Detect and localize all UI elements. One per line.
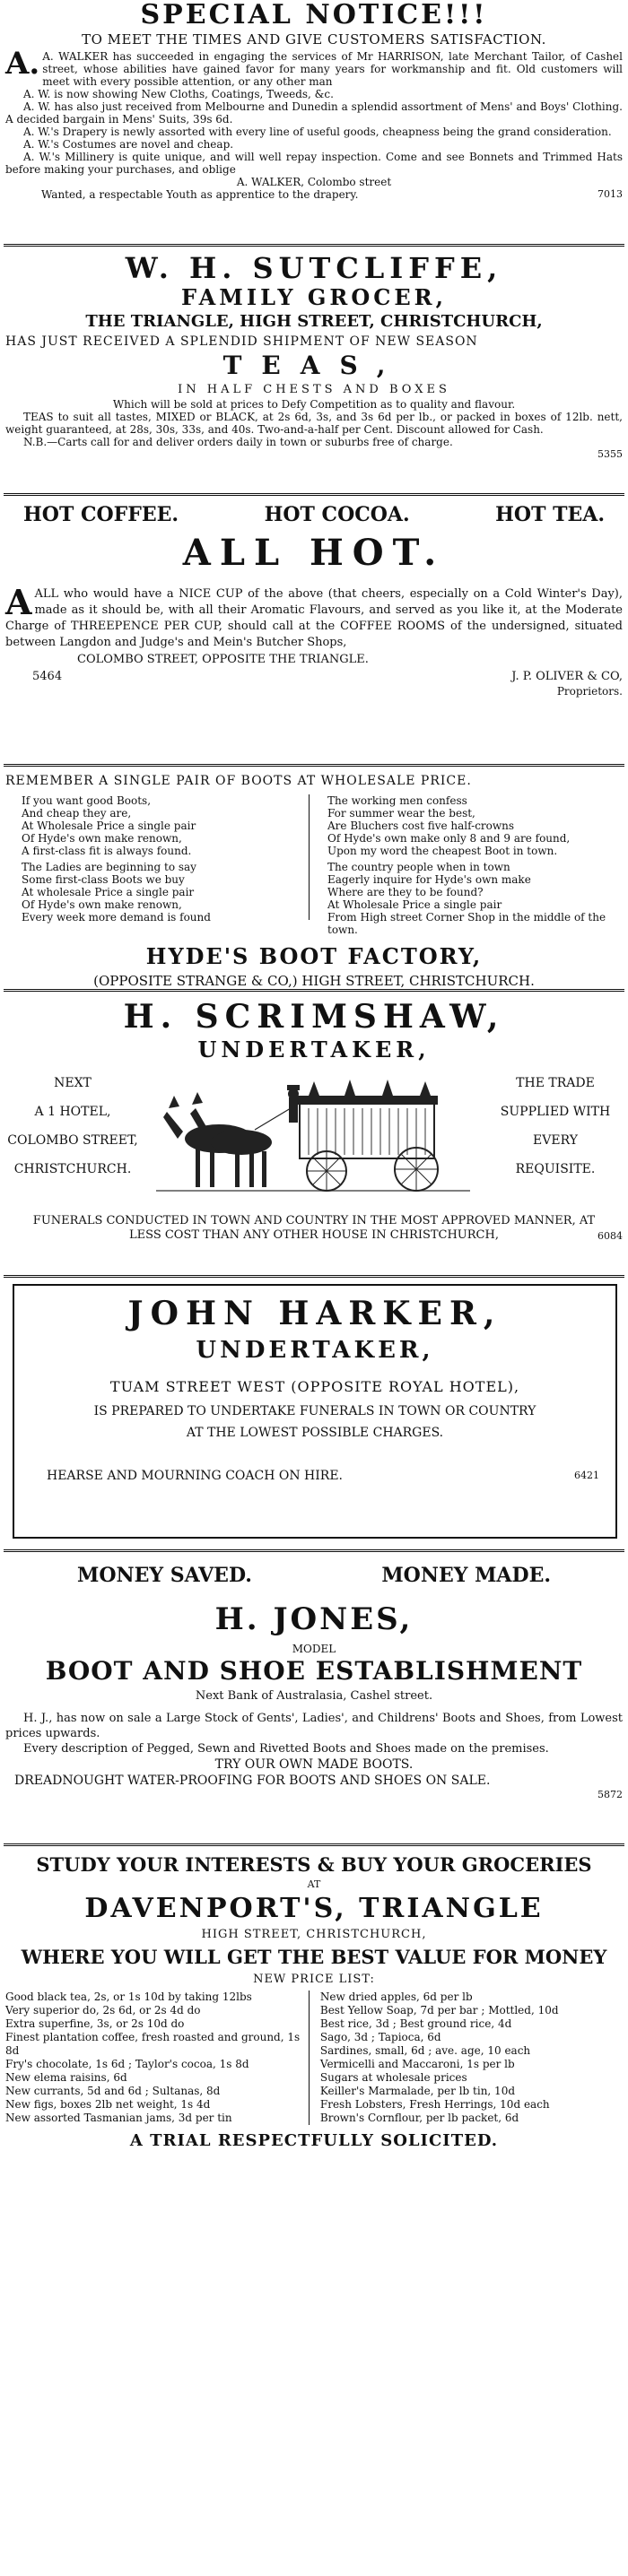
walker-wanted: Wanted, a respectable Youth as apprentice to the drapery. [41, 188, 359, 201]
scrimshaw-left3: COLOMBO STREET, [7, 1133, 138, 1148]
poem-line: The country people when in town [327, 861, 510, 873]
price-list-right [313, 1991, 623, 2125]
poem-line: Are Bluchers cost five half-crowns [327, 820, 515, 832]
walker-line4: A. W.'s Costumes are novel and cheap. [23, 138, 234, 151]
oliver-signature: J. P. OLIVER & CO, [511, 670, 623, 683]
sutcliffe-address: THE TRIANGLE, HIGH STREET, CHRISTCHURCH, [85, 312, 543, 331]
davenport-footer: A TRIAL RESPECTFULLY SOLICITED. [129, 2131, 499, 2150]
poem-line: At wholesale Price a single pair [22, 886, 195, 898]
price-item: New assorted Tasmanian jams, 3d per tin [5, 2112, 232, 2124]
hyde-poem-left [5, 794, 317, 936]
jones-location: Next Bank of Australasia, Cashel street. [195, 1689, 433, 1703]
davenport-list-title: NEW PRICE LIST: [253, 1973, 375, 1986]
hyde-ad [5, 771, 623, 990]
oliver-body: AALL who would have a NICE CUP of the above (that cheers, especially on a Cold Winter's Day), made as it should be, with all their Aromatic Flavours, and served as you like it, at the Moderate Charge of THREEPENCE PER CUP, should call at the COFFEE ROOMS of the undersigned, situated between Langdon and Judge's and Mein's Butcher Shops, [5, 582, 623, 649]
oliver-headline: ALL HOT. [182, 532, 446, 574]
davenport-headline: STUDY YOUR INTERESTS & BUY YOUR GROCERIES [36, 1853, 592, 1876]
jones-top-row [5, 1562, 623, 1589]
jones-line1: H. J., has now on sale a Large Stock of Gents', Ladies', and Childrens' Boots and Shoes, from Lowest prices upwards. [5, 1712, 623, 1740]
jones-model: MODEL [292, 1643, 336, 1655]
davenport-name: DAVENPORT'S, TRIANGLE [84, 1893, 544, 1924]
column-divider [309, 1991, 310, 2125]
sutcliffe-ad [5, 251, 623, 460]
scrimshaw-right2: SUPPLIED WITH [500, 1105, 611, 1119]
oliver-sign-row [5, 669, 623, 685]
walker-subtitle: TO MEET THE TIMES AND GIVE CUSTOMERS SATISFACTION. [82, 31, 546, 48]
hearse-illustration [156, 1076, 470, 1201]
price-item: Sugars at wholesale prices [319, 2071, 467, 2084]
oliver-top-tea: HOT TEA. [495, 503, 605, 526]
sutcliffe-headline: HAS JUST RECEIVED A SPLENDID SHIPMENT OF NEW SEASON [5, 334, 478, 349]
harker-ad [13, 1284, 617, 1539]
price-item: Finest plantation coffee, fresh roasted and ground, 1s 8d [5, 2031, 301, 2057]
davenport-at: AT [307, 1878, 321, 1890]
scrimshaw-right3: EVERY [533, 1133, 578, 1148]
price-list-left [5, 1991, 308, 2125]
harker-line1: IS PREPARED TO UNDERTAKE FUNERALS IN TOWN OR COUNTRY [93, 1404, 536, 1418]
hyde-headline: REMEMBER A SINGLE PAIR OF BOOTS AT WHOLESALE PRICE. [5, 774, 472, 788]
scrimshaw-left-block [5, 1069, 140, 1184]
sutcliffe-name: W. H. SUTCLIFFE, [125, 251, 503, 285]
divider [4, 244, 624, 247]
jones-top-saved: MONEY SAVED. [77, 1564, 252, 1587]
walker-signature: A. WALKER, Colombo street [236, 176, 392, 188]
harker-address: TUAM STREET WEST (OPPOSITE ROYAL HOTEL), [109, 1378, 520, 1395]
divider [4, 493, 624, 496]
divider [4, 989, 624, 992]
price-item: Vermicelli and Maccaroni, 1s per lb [319, 2058, 515, 2070]
harker-hearse: HEARSE AND MOURNING COACH ON HIRE. [47, 1469, 343, 1483]
price-item: Best Yellow Soap, 7d per bar ; Mottled, 10d [319, 2004, 559, 2017]
poem-line: For summer wear the best, [327, 807, 475, 820]
jones-line2: Every description of Pegged, Sewn and Rivetted Boots and Shoes made on the premises. [23, 1742, 549, 1756]
scrimshaw-footer: FUNERALS CONDUCTED IN TOWN AND COUNTRY IN THE MOST APPROVED MANNER, AT LESS COST THAN ANY OTHER HOUSE IN CHRISTCHURCH, [32, 1214, 596, 1242]
price-item: Sardines, small, 6d ; ave. age, 10 each [319, 2044, 531, 2057]
oliver-top-cocoa: HOT COCOA. [264, 503, 410, 526]
jones-top-made: MONEY MADE. [381, 1564, 551, 1587]
walker-line5: A. W.'s Millinery is quite unique, and will well repay inspection. Come and see Bonnets and Trimmed Hats before making your purchases, and oblige [5, 151, 623, 176]
jones-ad [5, 1562, 623, 1800]
poem-line: Upon my word the cheapest Boot in town. [327, 845, 558, 857]
price-item: New currants, 5d and 6d ; Sultanas, 8d [5, 2085, 221, 2097]
jones-ref: 5872 [597, 1789, 623, 1800]
poem-line: At Wholesale Price a single pair [22, 820, 196, 832]
poem-line: Where are they to be found? [327, 886, 484, 898]
price-item: Best rice, 3d ; Best ground rice, 4d [319, 2017, 512, 2030]
poem-line: At Wholesale Price a single pair [327, 898, 502, 911]
scrimshaw-name: H. SCRIMSHAW, [123, 998, 505, 1036]
price-item: Brown's Cornflour, per lb packet, 6d [319, 2112, 519, 2124]
price-item: Fresh Lobsters, Fresh Herrings, 10d each [319, 2098, 550, 2111]
jones-headline: BOOT AND SHOE ESTABLISHMENT [45, 1656, 583, 1686]
price-item: New elema raisins, 6d [5, 2071, 127, 2084]
harker-ref: 6421 [574, 1470, 599, 1481]
davenport-address: HIGH STREET, CHRISTCHURCH, [201, 1928, 427, 1941]
sutcliffe-trade: FAMILY GROCER, [181, 284, 447, 310]
hyde-poem-right [317, 794, 623, 936]
price-item: Keiller's Marmalade, per lb tin, 10d [319, 2085, 516, 2097]
hyde-poem [5, 794, 623, 936]
oliver-address: COLOMBO STREET, OPPOSITE THE TRIANGLE. [77, 653, 369, 666]
sutcliffe-teas: TEAS, [222, 351, 406, 380]
sutcliffe-line1: Which will be sold at prices to Defy Competition as to quality and flavour. [112, 398, 516, 411]
sutcliffe-note: N.B.—Carts call for and deliver orders daily in town or suburbs free of charge. [23, 436, 453, 448]
scrimshaw-left4: CHRISTCHURCH. [13, 1162, 132, 1176]
poem-line: Every week more demand is found [22, 911, 211, 924]
sutcliffe-line2: TEAS to suit all tastes, MIXED or BLACK, at 2s 6d, 3s, and 3s 6d per lb., or packed in boxes of 12lb. nett, weight guaranteed, at 28s, 30s, 33s, and 40s. Two-and-a-half per Cent. Discount allowed for Cash. [5, 411, 623, 436]
davenport-slogan: WHERE YOU WILL GET THE BEST VALUE FOR MONEY [21, 1946, 607, 1968]
price-item: Sago, 3d ; Tapioca, 6d [319, 2031, 441, 2043]
scrimshaw-right1: THE TRADE [516, 1076, 595, 1090]
jones-line3: TRY OUR OWN MADE BOOTS. [214, 1757, 414, 1772]
hyde-name: HYDE'S BOOT FACTORY, [145, 943, 483, 969]
scrimshaw-right4: REQUISITE. [515, 1162, 596, 1176]
hyde-address: (OPPOSITE STRANGE & CO,) HIGH STREET, CHRISTCHURCH. [93, 973, 535, 989]
walker-title: SPECIAL NOTICE!!! [140, 0, 488, 30]
harker-line2: AT THE LOWEST POSSIBLE CHARGES. [186, 1426, 444, 1440]
poem-line: Eagerly inquire for Hyde's own make [327, 873, 531, 886]
walker-line2: A. W. has also just received from Melbourne and Dunedin a splendid assortment of Mens' and Boys' Clothing. A decided bargain in Mens' Suits, 39s 6d. [5, 100, 623, 126]
poem-line: And cheap they are, [22, 807, 132, 820]
column-divider [309, 794, 310, 920]
price-item: Good black tea, 2s, or 1s 10d by taking 12lbs [5, 1991, 252, 2003]
davenport-ad [5, 1852, 623, 2154]
scrimshaw-left2: A 1 HOTEL, [34, 1105, 111, 1119]
oliver-top-row [5, 502, 623, 527]
price-item: Very superior do, 2s 6d, or 2s 4d do [5, 2004, 201, 2017]
price-item: Fry's chocolate, 1s 6d ; Taylor's cocoa, 1s 8d [5, 2058, 249, 2070]
harker-hearse-row [14, 1465, 615, 1487]
scrimshaw-ad [5, 997, 623, 1242]
price-item: New dried apples, 6d per lb [319, 1991, 473, 2003]
walker-line3: A. W.'s Drapery is newly assorted with every line of useful goods, cheapness being the grand consideration. [23, 126, 612, 138]
harker-name: JOHN HARKER, [127, 1295, 502, 1332]
jones-name: H. JONES, [214, 1601, 414, 1637]
davenport-price-list [5, 1991, 623, 2125]
price-item: New figs, boxes 2lb net weight, 1s 4d [5, 2098, 211, 2111]
scrimshaw-ref: 6084 [597, 1230, 623, 1242]
scrimshaw-right-block [488, 1069, 623, 1184]
poem-line: The Ladies are beginning to say [22, 861, 196, 873]
walker-ad [5, 0, 623, 201]
oliver-top-coffee: HOT COFFEE. [23, 503, 179, 526]
poem-line: If you want good Boots, [22, 794, 152, 807]
poem-line: Of Hyde's own make renown, [22, 898, 182, 911]
scrimshaw-middle [5, 1069, 623, 1203]
divider [4, 1275, 624, 1278]
scrimshaw-left1: NEXT [54, 1076, 92, 1090]
walker-intro: A. A. WALKER has succeeded in engaging the services of Mr HARRISON, late Merchant Tailor, of Cashel street, whose abilities have gained favor for many years for workmanship and fit. Old customers will meet with every possible attention, or any other man [5, 46, 623, 88]
oliver-proprietors: Proprietors. [556, 685, 623, 698]
divider [4, 1549, 624, 1552]
poem-line: From High street Corner Shop in the middle of the town. [327, 911, 606, 936]
scrimshaw-trade: UNDERTAKER, [197, 1036, 431, 1062]
walker-wanted-row [5, 188, 623, 201]
walker-ref: 7013 [597, 188, 623, 200]
poem-line: The working men confess [327, 794, 467, 807]
oliver-ad [5, 502, 623, 698]
walker-line1: A. W. is now showing New Cloths, Coatings, Tweeds, &c. [23, 88, 334, 100]
poem-line: A first-class fit is always found. [22, 845, 192, 857]
harker-trade: UNDERTAKER, [196, 1337, 434, 1364]
poem-line: Of Hyde's own make only 8 and 9 are found, [327, 832, 571, 845]
poem-line: Of Hyde's own make renown, [22, 832, 182, 845]
divider [4, 764, 624, 767]
price-item: Extra superfine, 3s, or 2s 10d do [5, 2017, 185, 2030]
divider [4, 1843, 624, 1846]
poem-line: Some first-class Boots we buy [22, 873, 185, 886]
jones-line4: DREADNOUGHT WATER-PROOFING FOR BOOTS AND SHOES ON SALE. [14, 1774, 491, 1788]
oliver-ref: 5464 [32, 670, 63, 683]
sutcliffe-chests: IN HALF CHESTS AND BOXES [178, 383, 450, 396]
sutcliffe-ref: 5355 [597, 448, 623, 460]
